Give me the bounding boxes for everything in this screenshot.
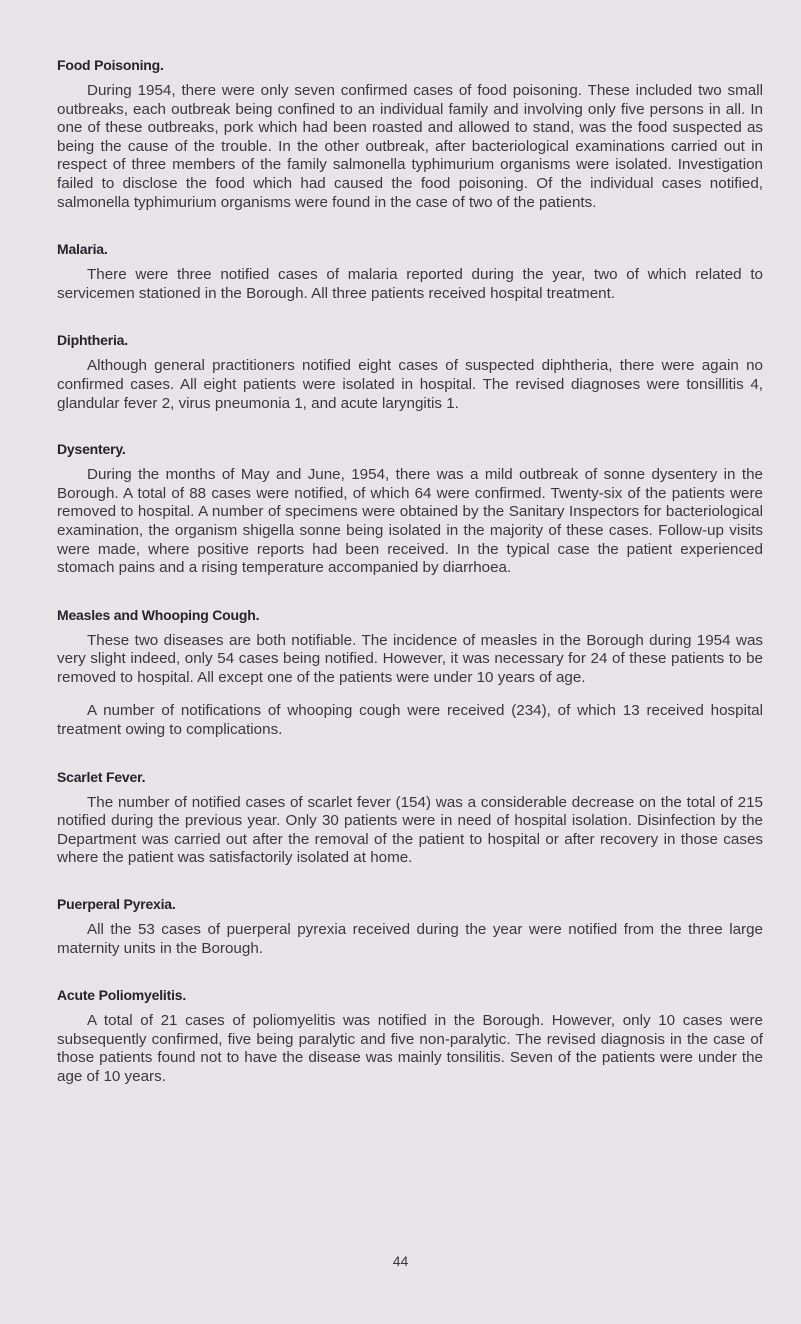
section-heading: Food Poisoning. bbox=[57, 57, 164, 73]
section-diphtheria bbox=[57, 331, 763, 413]
paragraph: Although general practitioners notified eight cases of suspected diphtheria, there were again no confirmed cases. All eight patients were isolated in hospital. The revised diagnoses were tonsillitis 4, glandular fever 2, virus pneumonia 1, and acute laryngitis 1. bbox=[57, 357, 763, 412]
document-page bbox=[57, 56, 763, 1087]
section-heading: Puerperal Pyrexia. bbox=[57, 896, 176, 913]
paragraph: During the months of May and June, 1954, there was a mild outbreak of sonne dysentery in the Borough. A total of 88 cases were notified, of which 64 were confirmed. Twenty-six of the patients were removed to hospital. A number of specimens were obtained by the Sanitary Inspectors for bacteriological examination, the organism shigella sonne being isolated in the majority of these cases. Follow-up visits were made, where positive reports had been received. In the typical case the patient experienced stomach pains and a rising temperature accompanied by diarrhoea. bbox=[57, 466, 763, 577]
paragraph: These two diseases are both notifiable. The incidence of measles in the Borough during 1954 was very slight indeed, only 54 cases being notified. However, it was necessary for 24 of these patients to be removed to hospital. All except one of the patients were under 10 years of age. bbox=[57, 631, 763, 686]
paragraph: A total of 21 cases of poliomyelitis was notified in the Borough. However, only 10 cases were subsequently confirmed, five being paralytic and five non-paralytic. The revised diagnosis in the case of those patients found not to have the disease was mainly tonsilitis. Seven of the patients were under the age of 10 years. bbox=[57, 1012, 763, 1085]
section-heading: Malaria. bbox=[57, 241, 108, 258]
paragraph: All the 53 cases of puerperal pyrexia received during the year were notified from the three large maternity units in the Borough. bbox=[57, 921, 763, 957]
section-heading: Measles and Whooping Cough. bbox=[57, 606, 260, 623]
section-heading: Diphtheria. bbox=[57, 332, 128, 349]
section-malaria bbox=[57, 240, 763, 303]
section-puerperal-pyrexia bbox=[57, 895, 763, 958]
section-scarlet-fever bbox=[57, 768, 763, 868]
section-food-poisoning bbox=[57, 56, 763, 212]
section-dysentery bbox=[57, 440, 763, 578]
section-measles-whooping-cough bbox=[57, 606, 763, 740]
paragraph: During 1954, there were only seven confirmed cases of food poisoning. These included two small outbreaks, each outbreak being confined to an individual family and involving only five persons in all. In one of these outbreaks, pork which had been roasted and allowed to stand, was the food suspected as being the cause of the trouble. In the other outbreak, after bacteriological examinations carried out in respect of three members of the family salmonella typhimurium organisms were isolated. Investigation failed to disclose the food which had caused the food poisoning. Of the individual cases notified, salmonella typhimurium organisms were found in the case of two of the patients. bbox=[57, 82, 763, 211]
section-heading: Dysentery. bbox=[57, 441, 126, 458]
paragraph: The number of notified cases of scarlet fever (154) was a considerable decrease on the total of 215 notified during the previous year. Only 30 patients were in need of hospital isolation. Disinfection by the Department was carried out after the removal of the patient to hospital or after recovery in those cases where the patient was satisfactorily isolated at home. bbox=[57, 793, 763, 867]
section-heading: Acute Poliomyelitis. bbox=[57, 987, 187, 1004]
page-number: 44 bbox=[392, 1253, 409, 1269]
section-acute-poliomyelitis bbox=[57, 986, 763, 1086]
paragraph: A number of notifications of whooping cough were received (234), of which 13 received hospital treatment owing to complications. bbox=[57, 702, 763, 739]
section-heading: Scarlet Fever. bbox=[57, 768, 146, 785]
paragraph: There were three notified cases of malaria reported during the year, two of which related to servicemen stationed in the Borough. All three patients received hospital treatment. bbox=[57, 266, 763, 302]
